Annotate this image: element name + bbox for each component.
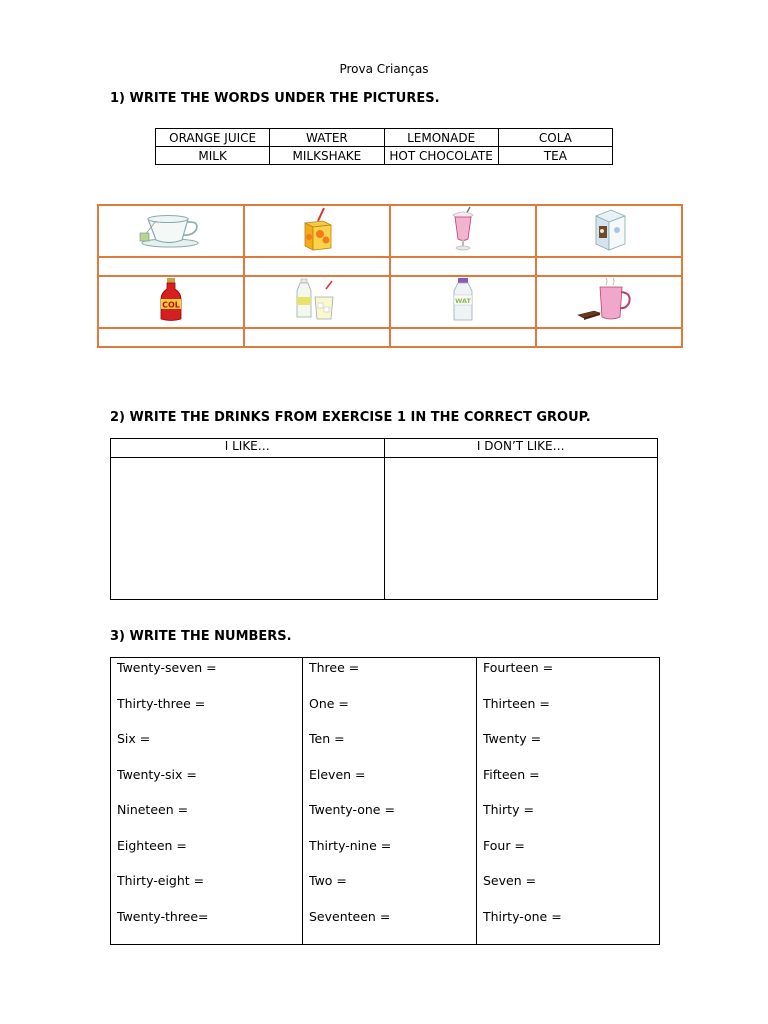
word-bank-cell: WATER	[270, 129, 384, 147]
milkshake-icon	[446, 206, 480, 252]
picture-cell	[390, 205, 536, 257]
word-bank-cell: LEMONADE	[384, 129, 498, 147]
answer-cell[interactable]	[98, 257, 244, 276]
number-item: One =	[309, 695, 349, 711]
picture-row	[98, 276, 682, 328]
number-item: Six =	[117, 731, 151, 746]
tea-cup-icon	[136, 209, 206, 249]
answer-row	[98, 328, 682, 347]
water-label: WAT	[455, 297, 471, 305]
number-item: Thirty =	[483, 802, 534, 817]
picture-cell	[98, 276, 244, 328]
numbers-column	[303, 658, 477, 945]
number-item: Seven =	[483, 873, 537, 888]
number-item: Nineteen =	[117, 802, 189, 817]
number-item: Twenty =	[483, 731, 542, 746]
number-item: Thirty-one =	[483, 908, 562, 924]
water-bottle-icon	[448, 277, 478, 323]
answer-cell[interactable]	[244, 257, 390, 276]
answer-cell[interactable]	[390, 328, 536, 347]
numbers-table	[110, 657, 660, 945]
number-item: Eighteen =	[117, 837, 187, 853]
number-item: Three =	[309, 660, 360, 675]
numbers-column	[477, 658, 660, 945]
word-bank-cell: MILKSHAKE	[270, 147, 384, 165]
number-item: Thirty-nine =	[309, 837, 392, 853]
number-item: Twenty-seven =	[117, 660, 217, 675]
i-like-header: I LIKE…	[111, 439, 385, 458]
page-title: Prova Crianças	[339, 62, 429, 76]
picture-cell	[98, 205, 244, 257]
number-item: Eleven =	[309, 766, 366, 782]
answer-cell[interactable]	[98, 328, 244, 347]
number-item: Twenty-three=	[117, 908, 209, 924]
cola-bottle-icon	[156, 277, 186, 323]
word-bank-cell: MILK	[156, 147, 270, 165]
picture-cell	[244, 276, 390, 328]
number-item: Fourteen =	[483, 660, 554, 675]
number-item: Ten =	[309, 731, 345, 746]
number-item: Thirteen =	[483, 695, 550, 711]
word-bank-row	[156, 129, 613, 147]
numbers-column	[111, 658, 303, 945]
number-item: Thirty-three =	[117, 695, 206, 711]
number-item: Four =	[483, 837, 525, 853]
picture-row	[98, 205, 682, 257]
exercise-3-heading: 3) WRITE THE NUMBERS.	[110, 629, 292, 644]
pictures-table	[97, 204, 683, 348]
number-item: Seventeen =	[309, 908, 391, 924]
number-item: Fifteen =	[483, 766, 540, 782]
answer-row	[98, 257, 682, 276]
picture-cell	[244, 205, 390, 257]
picture-cell	[536, 276, 682, 328]
milk-carton-icon	[587, 206, 631, 252]
word-bank-cell: TEA	[498, 147, 612, 165]
word-bank-cell: HOT CHOCOLATE	[384, 147, 498, 165]
orange-juice-box-icon	[297, 207, 337, 251]
i-dont-like-header: I DON’T LIKE…	[384, 439, 658, 458]
number-item: Twenty-one =	[309, 802, 395, 817]
picture-cell	[536, 205, 682, 257]
exercise-1-heading: 1) WRITE THE WORDS UNDER THE PICTURES.	[110, 91, 440, 106]
word-bank-row	[156, 147, 613, 165]
cola-label: COL	[162, 300, 180, 310]
i-dont-like-area[interactable]	[384, 458, 658, 600]
hot-chocolate-icon	[576, 277, 642, 323]
word-bank-cell: ORANGE JUICE	[156, 129, 270, 147]
answer-cell[interactable]	[536, 328, 682, 347]
answer-cell[interactable]	[390, 257, 536, 276]
exercise-2-heading: 2) WRITE THE DRINKS FROM EXERCISE 1 IN THE CORRECT GROUP.	[110, 410, 591, 425]
number-item: Twenty-six =	[117, 766, 197, 782]
answer-cell[interactable]	[536, 257, 682, 276]
number-item: Thirty-eight =	[117, 873, 205, 888]
answer-cell[interactable]	[244, 328, 390, 347]
word-bank-table	[155, 128, 613, 165]
picture-cell	[390, 276, 536, 328]
groups-table	[110, 438, 658, 600]
word-bank-cell: COLA	[498, 129, 612, 147]
i-like-area[interactable]	[111, 458, 385, 600]
number-item: Two =	[309, 873, 347, 888]
lemonade-icon	[292, 277, 342, 323]
